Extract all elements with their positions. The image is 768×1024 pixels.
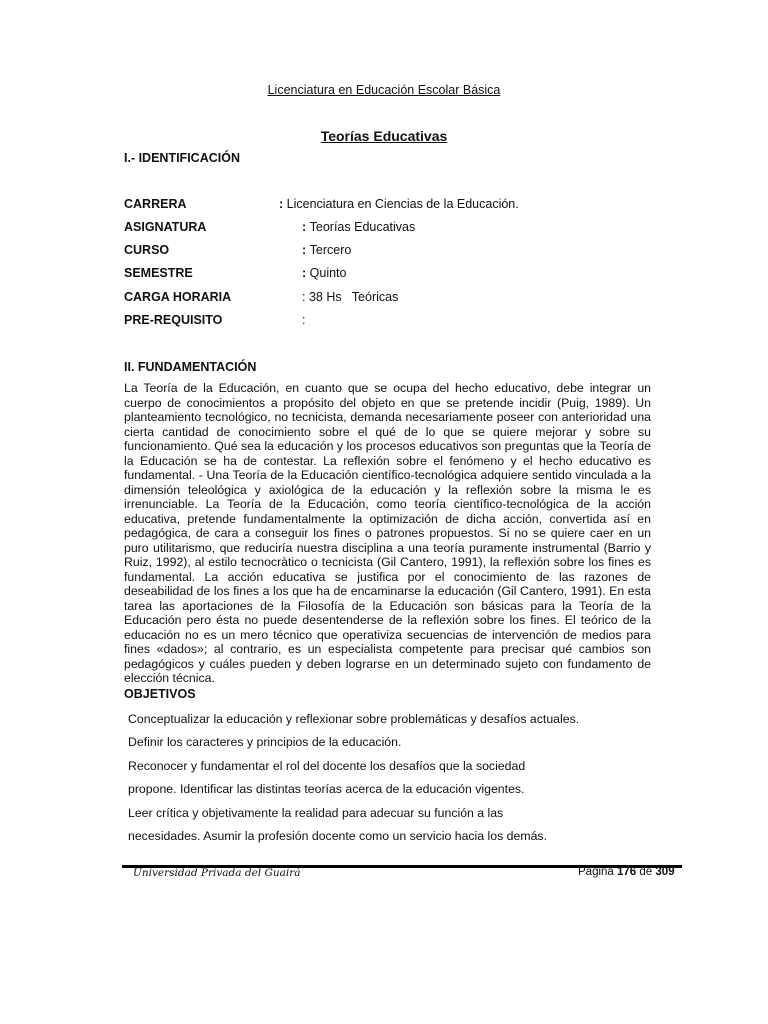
field-row-pre-requisito [124, 313, 644, 329]
footer-institution: Universidad Privada del Guairá [133, 867, 301, 879]
section-heading-fundamentacion: II. FUNDAMENTACIÓN [124, 360, 257, 374]
field-value: : Teorías Educativas [302, 220, 416, 234]
objetivo-item: Conceptualizar la educación y reflexionar sobre problemáticas y desafíos actuales. [128, 712, 580, 726]
objetivo-item: necesidades. Asumir la profesión docente como un servicio hacia los demás. [128, 828, 548, 843]
objetivo-item: Leer crítica y objetivamente la realidad para adecuar su función a las [128, 805, 504, 820]
page-total: 309 [655, 866, 675, 878]
field-row-carga-horaria [124, 290, 644, 306]
objetivo-item: propone. Identificar las distintas teorías acerca de la educación vigentes. [128, 782, 525, 797]
page-current: 176 [617, 866, 637, 878]
field-value: : Quinto [302, 266, 347, 280]
fundamentacion-paragraph: La Teoría de la Educación, en cuanto que se ocupa del hecho educativo, debe integrar un cuerpo de conocimientos a propósito del objeto en que se pretende incidir (Puig, 1989). Un planteamiento tecnológico, no tecnicista, demanda necesariamente poseer con anterioridad una cierta cantidad de conocimiento sobre el qué de lo que se quiere mejorar y sobre su funcionamiento. Qué sea la educación y los procesos educativos son preguntas que la Teoría de la Educación se ha de contestar. La reflexión sobre el fenómeno y el hecho educativo es fundamental. - Una Teoría de la Educación científico-tecnológica adquiere sentido vinculada a la dimensión teleológica y axiológica de la educación y la reflexión sobre la misma le es irrenunciable. La Teoría de la Educación, como teoría científico-tecnológica de la acción educativa, pretende fundamentalmente la optimización de dicha acción, convertida así en pedagógica, de cara a conseguir los fines o patrones propuestos. Si no se quiere caer en un puro utilitarismo, que reduciría nuestra disciplina a una teoría puramente instrumental (Barrio y Ruiz, 1992), al estilo tecnocràtico o tecnicista (Gil Cantero, 1991), la reflexión sobre los fines es fundamental. La acción educativa se justifica por el conocimiento de las razones de deseabilidad de los fines a los que ha de encaminarse la educación (Gil Cantero, 1991). En esta tarea las aportaciones de la Filosofía de la Educación son básicas para la Teoría de la Educación pero ésta no puede desentenderse de la reflexión sobre los fines. El teórico de la educación no es un mero técnico que operativiza secuencias de intervención de medios para fines «dados»; al contrario, es un especialista competente para precisar qué cambios son pedagógicos y cuáles pueden y deben lograrse en un determinado sujeto con fundamento de elección técnica. [124, 381, 651, 685]
objetivo-item: Reconocer y fundamentar el rol del docente los desafíos que la sociedad [128, 758, 526, 773]
section-heading-identificacion: I.- IDENTIFICACIÓN [124, 151, 240, 165]
document-title: Teorías Educativas [320, 128, 448, 144]
page-number [578, 866, 675, 878]
field-label: CARRERA [124, 197, 187, 211]
field-value: : Tercero [302, 243, 352, 257]
field-row-semestre [124, 266, 644, 282]
field-value: : [302, 313, 306, 327]
field-label: CURSO [124, 243, 170, 257]
section-heading-objetivos: OBJETIVOS [124, 687, 196, 701]
field-row-carrera [124, 197, 644, 213]
running-header: Licenciatura en Educación Escolar Básica [267, 83, 501, 97]
field-label: PRE-REQUISITO [124, 313, 223, 327]
of-word: de [639, 866, 653, 878]
field-label: SEMESTRE [124, 266, 193, 280]
field-row-asignatura [124, 220, 644, 236]
field-row-curso [124, 243, 644, 259]
field-label: ASIGNATURA [124, 220, 207, 234]
objetivo-item: Definir los caracteres y principios de la educación. [128, 735, 402, 750]
objetivos-list [128, 711, 668, 851]
page-word: Página [578, 866, 614, 878]
field-value: : 38 Hs Teóricas [302, 290, 399, 304]
field-label: CARGA HORARIA [124, 290, 232, 304]
field-value: : Licenciatura en Ciencias de la Educación. [279, 197, 519, 211]
